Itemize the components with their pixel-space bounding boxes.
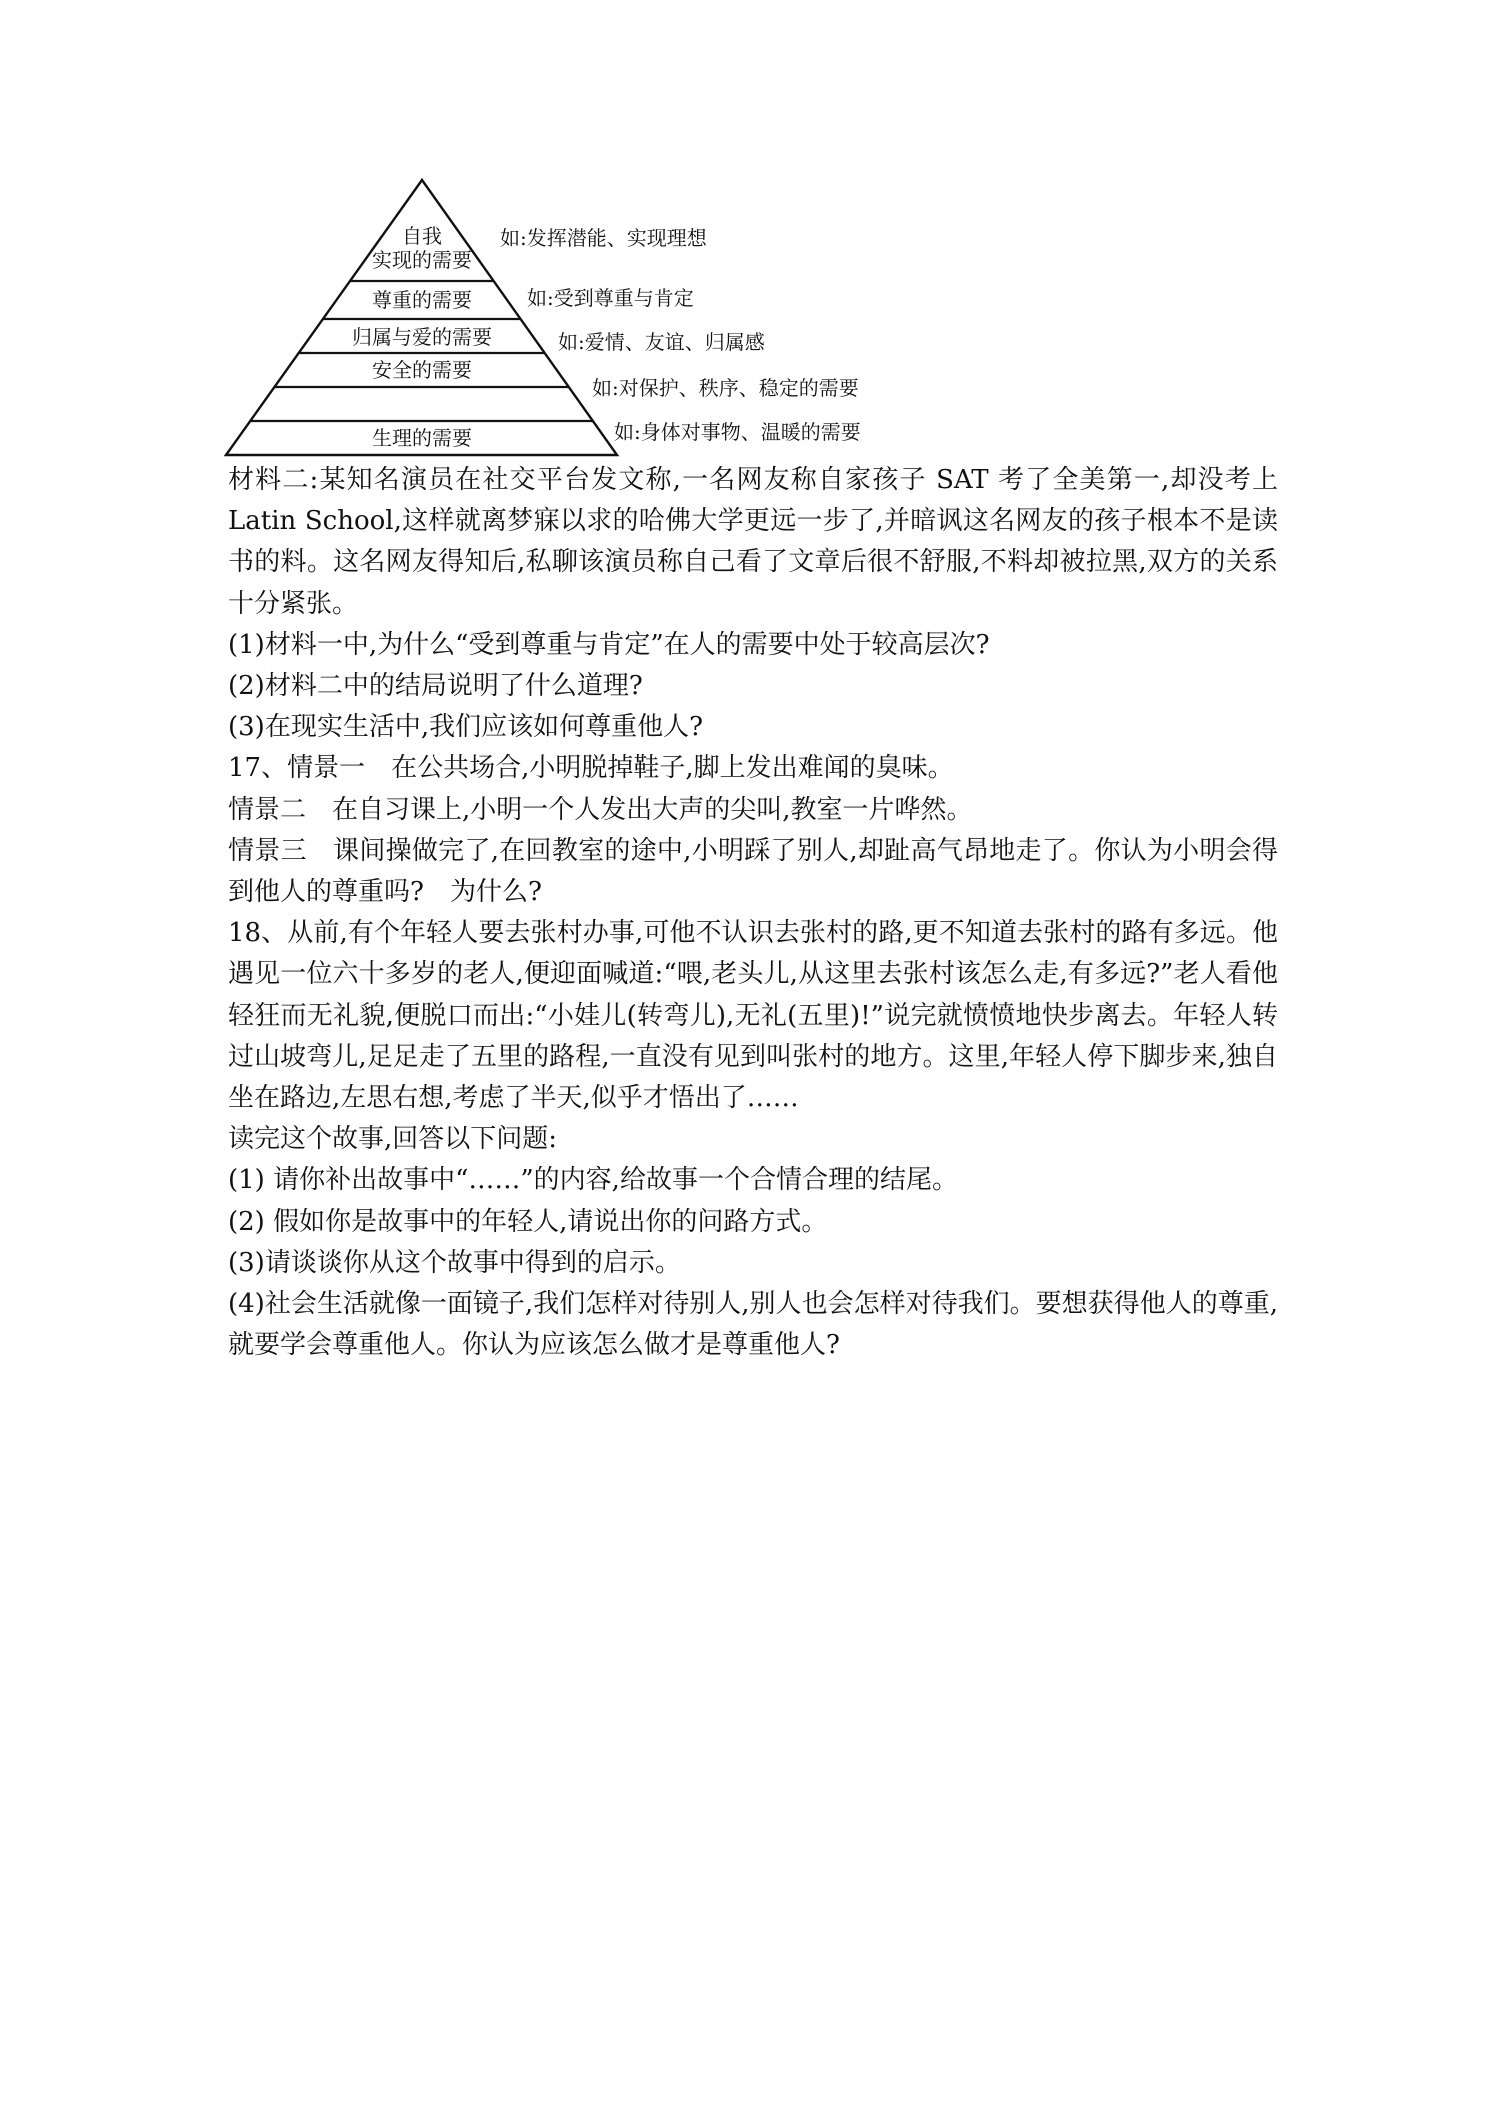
- level-physiological-label: 生理的需要: [372, 426, 472, 450]
- q18-question-4: (4)社会生活就像一面镜子,我们怎样对待别人,别人也会怎样对待我们。要想获得他人的尊重,就要学会尊重他人。你认为应该怎么做才是尊重他人?: [228, 1289, 1278, 1361]
- q17-scene-3: 情景三 课间操做完了,在回教室的途中,小明踩了别人,却趾高气昂地走了。你认为小明会得到他人的尊重吗? 为什么?: [228, 835, 1278, 908]
- material-question-1: (1)材料一中,为什么“受到尊重与肯定”在人的需要中处于较高层次?: [228, 629, 990, 660]
- q18-story: 18、从前,有个年轻人要去张村办事,可他不认识去张村的路,更不知道去张村的路有多远。他遇见一位六十多岁的老人,便迎面喊道:“喂,老头儿,从这里去张村该怎么走,有多远?”老人看他轻狂而无礼貌,便脱口而出:“小娃儿(转弯儿),无礼(五里)!”说完就愤愤地快步离去。年轻人转过山坡弯儿,足足走了五里的路程,一直没有见到叫张村的地方。这里,年轻人停下脚步来,独自坐在路边,左思右想,考虑了半天,似乎才悟出了……: [228, 918, 1278, 1114]
- pyramid-triangle: [224, 176, 964, 458]
- level-self-actualization-label-1: 自我: [402, 224, 442, 248]
- material-question-2: (2)材料二中的结局说明了什么道理?: [228, 671, 643, 702]
- note-safety: 如:对保护、秩序、稳定的需要: [592, 376, 859, 400]
- q17-scene-2: 情景二 在自习课上,小明一个人发出大声的尖叫,教室一片哗然。: [228, 794, 973, 825]
- maslow-pyramid-diagram: [224, 176, 964, 458]
- q18-prompt: 读完这个故事,回答以下问题:: [228, 1124, 558, 1155]
- note-esteem: 如:受到尊重与肯定: [527, 286, 694, 310]
- level-belonging-label: 归属与爱的需要: [352, 325, 492, 349]
- q18-question-2: (2) 假如你是故事中的年轻人,请说出你的问路方式。: [228, 1206, 828, 1237]
- q18-question-3: (3)请谈谈你从这个故事中得到的启示。: [228, 1247, 681, 1278]
- note-belonging: 如:爱情、友谊、归属感: [558, 330, 765, 354]
- material-two-text: 材料二:某知名演员在社交平台发文称,一名网友称自家孩子 SAT 考了全美第一,却没考上 Latin School,这样就离梦寐以求的哈佛大学更远一步了,并暗讽这名网友的孩子根本不是读书的料。这名网友得知后,私聊该演员称自己看了文章后很不舒服,不料却被拉黑,双方的关系十分紧张。: [228, 465, 1278, 619]
- note-physiological: 如:身体对事物、温暖的需要: [614, 420, 861, 444]
- document-body: [228, 460, 1278, 1366]
- level-safety-label: 安全的需要: [372, 358, 472, 382]
- level-esteem-label: 尊重的需要: [372, 288, 472, 312]
- q18-question-1: (1) 请你补出故事中“……”的内容,给故事一个合情合理的结尾。: [228, 1165, 958, 1196]
- level-self-actualization-label-2: 实现的需要: [372, 248, 472, 272]
- note-self-actualization: 如:发挥潜能、实现理想: [500, 226, 707, 250]
- q17-scene-1: 17、情景一 在公共场合,小明脱掉鞋子,脚上发出难闻的臭味。: [228, 753, 954, 784]
- material-question-3: (3)在现实生活中,我们应该如何尊重他人?: [228, 712, 704, 743]
